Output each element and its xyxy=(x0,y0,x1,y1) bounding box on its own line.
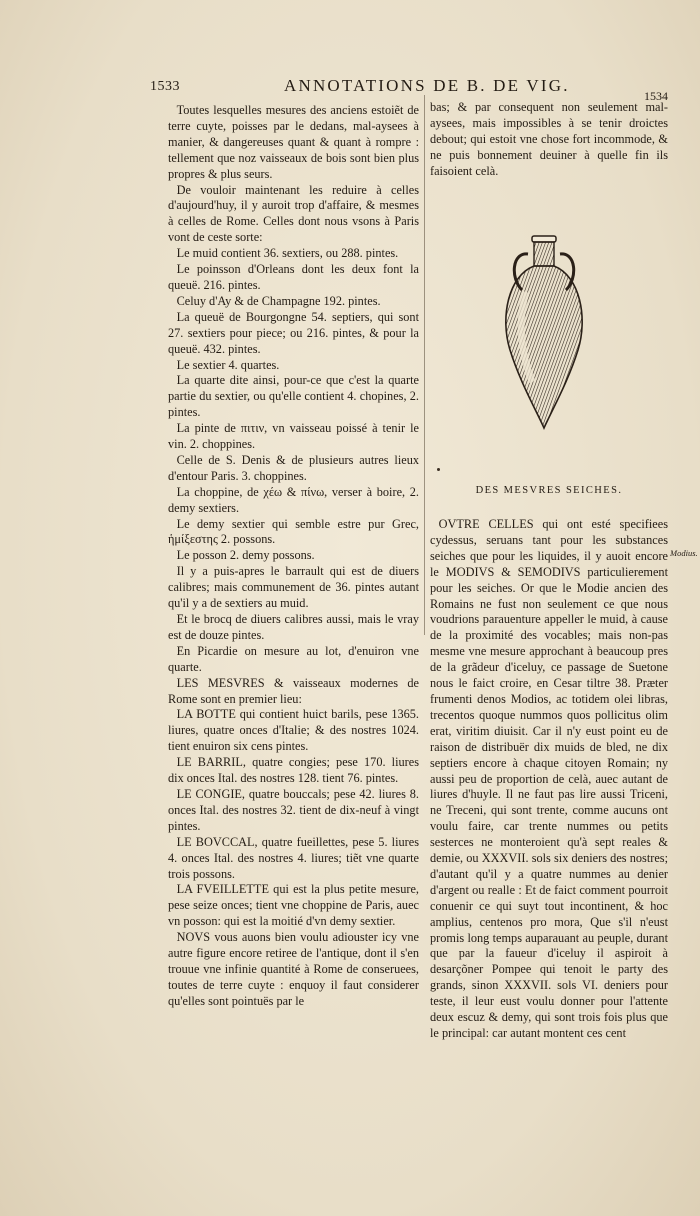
left-column xyxy=(168,103,419,1010)
paragraph: Le muid contient 36. sextiers, ou 288. pintes. xyxy=(176,246,399,261)
paragraph: En Picardie on mesure au lot, d'enuiron vne quarte. xyxy=(168,643,419,674)
right-column-top xyxy=(430,100,668,180)
paragraph: LA BOTTE qui contient huict barils, pese 1365. liures, quatre onces d'Italie; & des nostres 1024. tient enuiron six cens pintes. xyxy=(168,707,419,754)
paragraph: Le poinsson d'Orleans dont les deux font la queuë. 216. pintes. xyxy=(168,262,419,292)
paragraph: NOVS vous auons bien voulu adiouster icy vne autre figure encore retiree de l'antique, dont il s'en trouue vne infinie quantité à Rome de conseruees, toutes de terre cuyte : enquoy il faut considerer qu'elles sont pointuës par le xyxy=(168,930,419,1008)
paragraph: Celuy d'Ay & de Champagne 192. pintes. xyxy=(176,293,381,308)
paragraph: La choppine, de χέω & πίνω, verser à boire, 2. demy sextiers. xyxy=(168,484,419,515)
paragraph: Le demy sextier qui semble estre pur Grec, ἡμίξεστης 2. possons. xyxy=(168,516,419,547)
ink-dot xyxy=(437,468,440,471)
paragraph: LE CONGIE, quatre bouccals; pese 42. liures 8. onces Ital. des nostres 32. tient de dix-neuf à vingt pintes. xyxy=(168,786,419,833)
folio-left: 1533 xyxy=(150,79,180,94)
paragraph: Le sextier 4. quartes. xyxy=(176,357,280,372)
paragraph: Celle de S. Denis & de plusieurs autres lieux d'entour Paris. 3. choppines. xyxy=(168,452,419,483)
running-title: ANNOTATIONS DE B. DE VIG. xyxy=(284,76,570,95)
paragraph: LE BARRIL, quatre congies; pese 170. liures dix onces Ital. des nostres 128. tient 76. pintes. xyxy=(168,755,419,786)
paragraph: Le posson 2. demy possons. xyxy=(176,548,315,563)
paragraph: La queuë de Bourgongne 54. septiers, qui sont 27. sextiers pour piece; ou 216. pintes, & pour la queuë. 432. pintes. xyxy=(168,309,419,356)
paragraph: bas; & par consequent non seulement mal-aysees, mais impossibles à se tenir droictes debout; qui estoit vne chose fort incommode, & ne puis bonnement deuiner à quelle fin ils faisoient celà. xyxy=(430,100,668,178)
paragraph: Et le brocq de diuers calibres aussi, mais le vray est de douze pintes. xyxy=(168,612,419,642)
column-rule xyxy=(424,95,425,635)
amphora-illustration xyxy=(498,232,590,432)
figure-caption: DES MESVRES SEICHES. xyxy=(475,485,623,496)
paragraph: LA FVEILLETTE qui est la plus petite mesure, pese seize onces; tient vne choppine de Paris, auec vn posson: qui est la moitié d'vn demy sextier. xyxy=(168,882,419,929)
right-column xyxy=(430,517,668,1042)
paragraph: La pinte de πιτιν, vn vaisseau poissé à tenir le vin. 2. choppines. xyxy=(168,421,419,452)
paragraph: OVTRE CELLES qui ont esté specifiees cydessus, seruans tant pour les substances seiches que pour les liquides, il y auoit encore le MODIVS & SEMODIVS particulierement pour les seiches. Or que le Modie ancien des Romains ne fust non seulement ce que nous voudrions parauenture appeller le muid, à cause de la proximité des vocables; mais non-pas mesme vne mesure approchant à beaucoup pres de la grãdeur d'iceluy, ce passage de Suetone nous le faict croire, en Cesar tiltre 38. Præter frumenti denos Modios, ac totidem olei libras, trecentos quoque nummos quos pollicitus olim erat, viritim diuisit. Car il n'y eust point eu de raison de distribuër dix muids de bled, ne dix septiers encore à chaque citoyen Romain; ny aussi peu de proportion de celà, auec autant de liures d'huyle. Il ne faut pas lire aussi Triceni, ne Treceni, qui sont trente, comme aucuns ont voulu faire, car trente nummes ou petits sesterces ne monteroient qu'à sept reales & demie, ou XXXVII. sols six deniers des nostres; d'autant qu'il y a quatre nummes au denier d'argent ou realle : Et de faict comment pourroit conuenir ce qui suyt tout incontinent, & hoc amplius, centenos pro mora, Que s'il n'eust promis long temps auparauant au peuple, durant que par la faueur d'iceluy il aspiroit à desarçõner Pompee qui tenoit le party des grands, sinon XXXVII. sols VI. deniers pour teste, il leur eust voulu donner pour l'attente deux escuz & demy, qui sont trois fois plus que le principal: car autant montent ces cent xyxy=(430,517,668,1040)
folio-right: 1534 xyxy=(644,89,668,103)
paragraph: LE BOVCCAL, quatre fueillettes, pese 5. liures 4. onces Ital. des nostres 4. liures; tiẽt vne quarte trois possons. xyxy=(168,834,419,881)
paragraph: La quarte dite ainsi, pour-ce que c'est la quarte partie du sextier, ou qu'elle contient 4. chopines, 2. pintes. xyxy=(168,373,419,420)
paragraph: Il y a puis-apres le barrault qui est de diuers calibres; mais communement de 36. pintes autant qu'il y a de sextiers au muid. xyxy=(168,564,419,611)
paragraph: LES MESVRES & vaisseaux modernes de Rome sont en premier lieu: xyxy=(168,675,419,706)
paragraph: De vouloir maintenant les reduire à celles d'aujourd'huy, il y auroit trop d'affaire, & mesmes à celles de Rome. Celles dont nous vsons à Paris vont de ceste sorte: xyxy=(168,182,419,245)
paragraph: Toutes lesquelles mesures des anciens estoiẽt de terre cuyte, poisses par le dedans, mal-aysees à manier, & dangereuses quant & quant à rompre : tellement que noz vaisseaux de bois sont bien plus propres & plus seurs. xyxy=(168,103,419,181)
margin-note: Modius. xyxy=(670,548,698,558)
